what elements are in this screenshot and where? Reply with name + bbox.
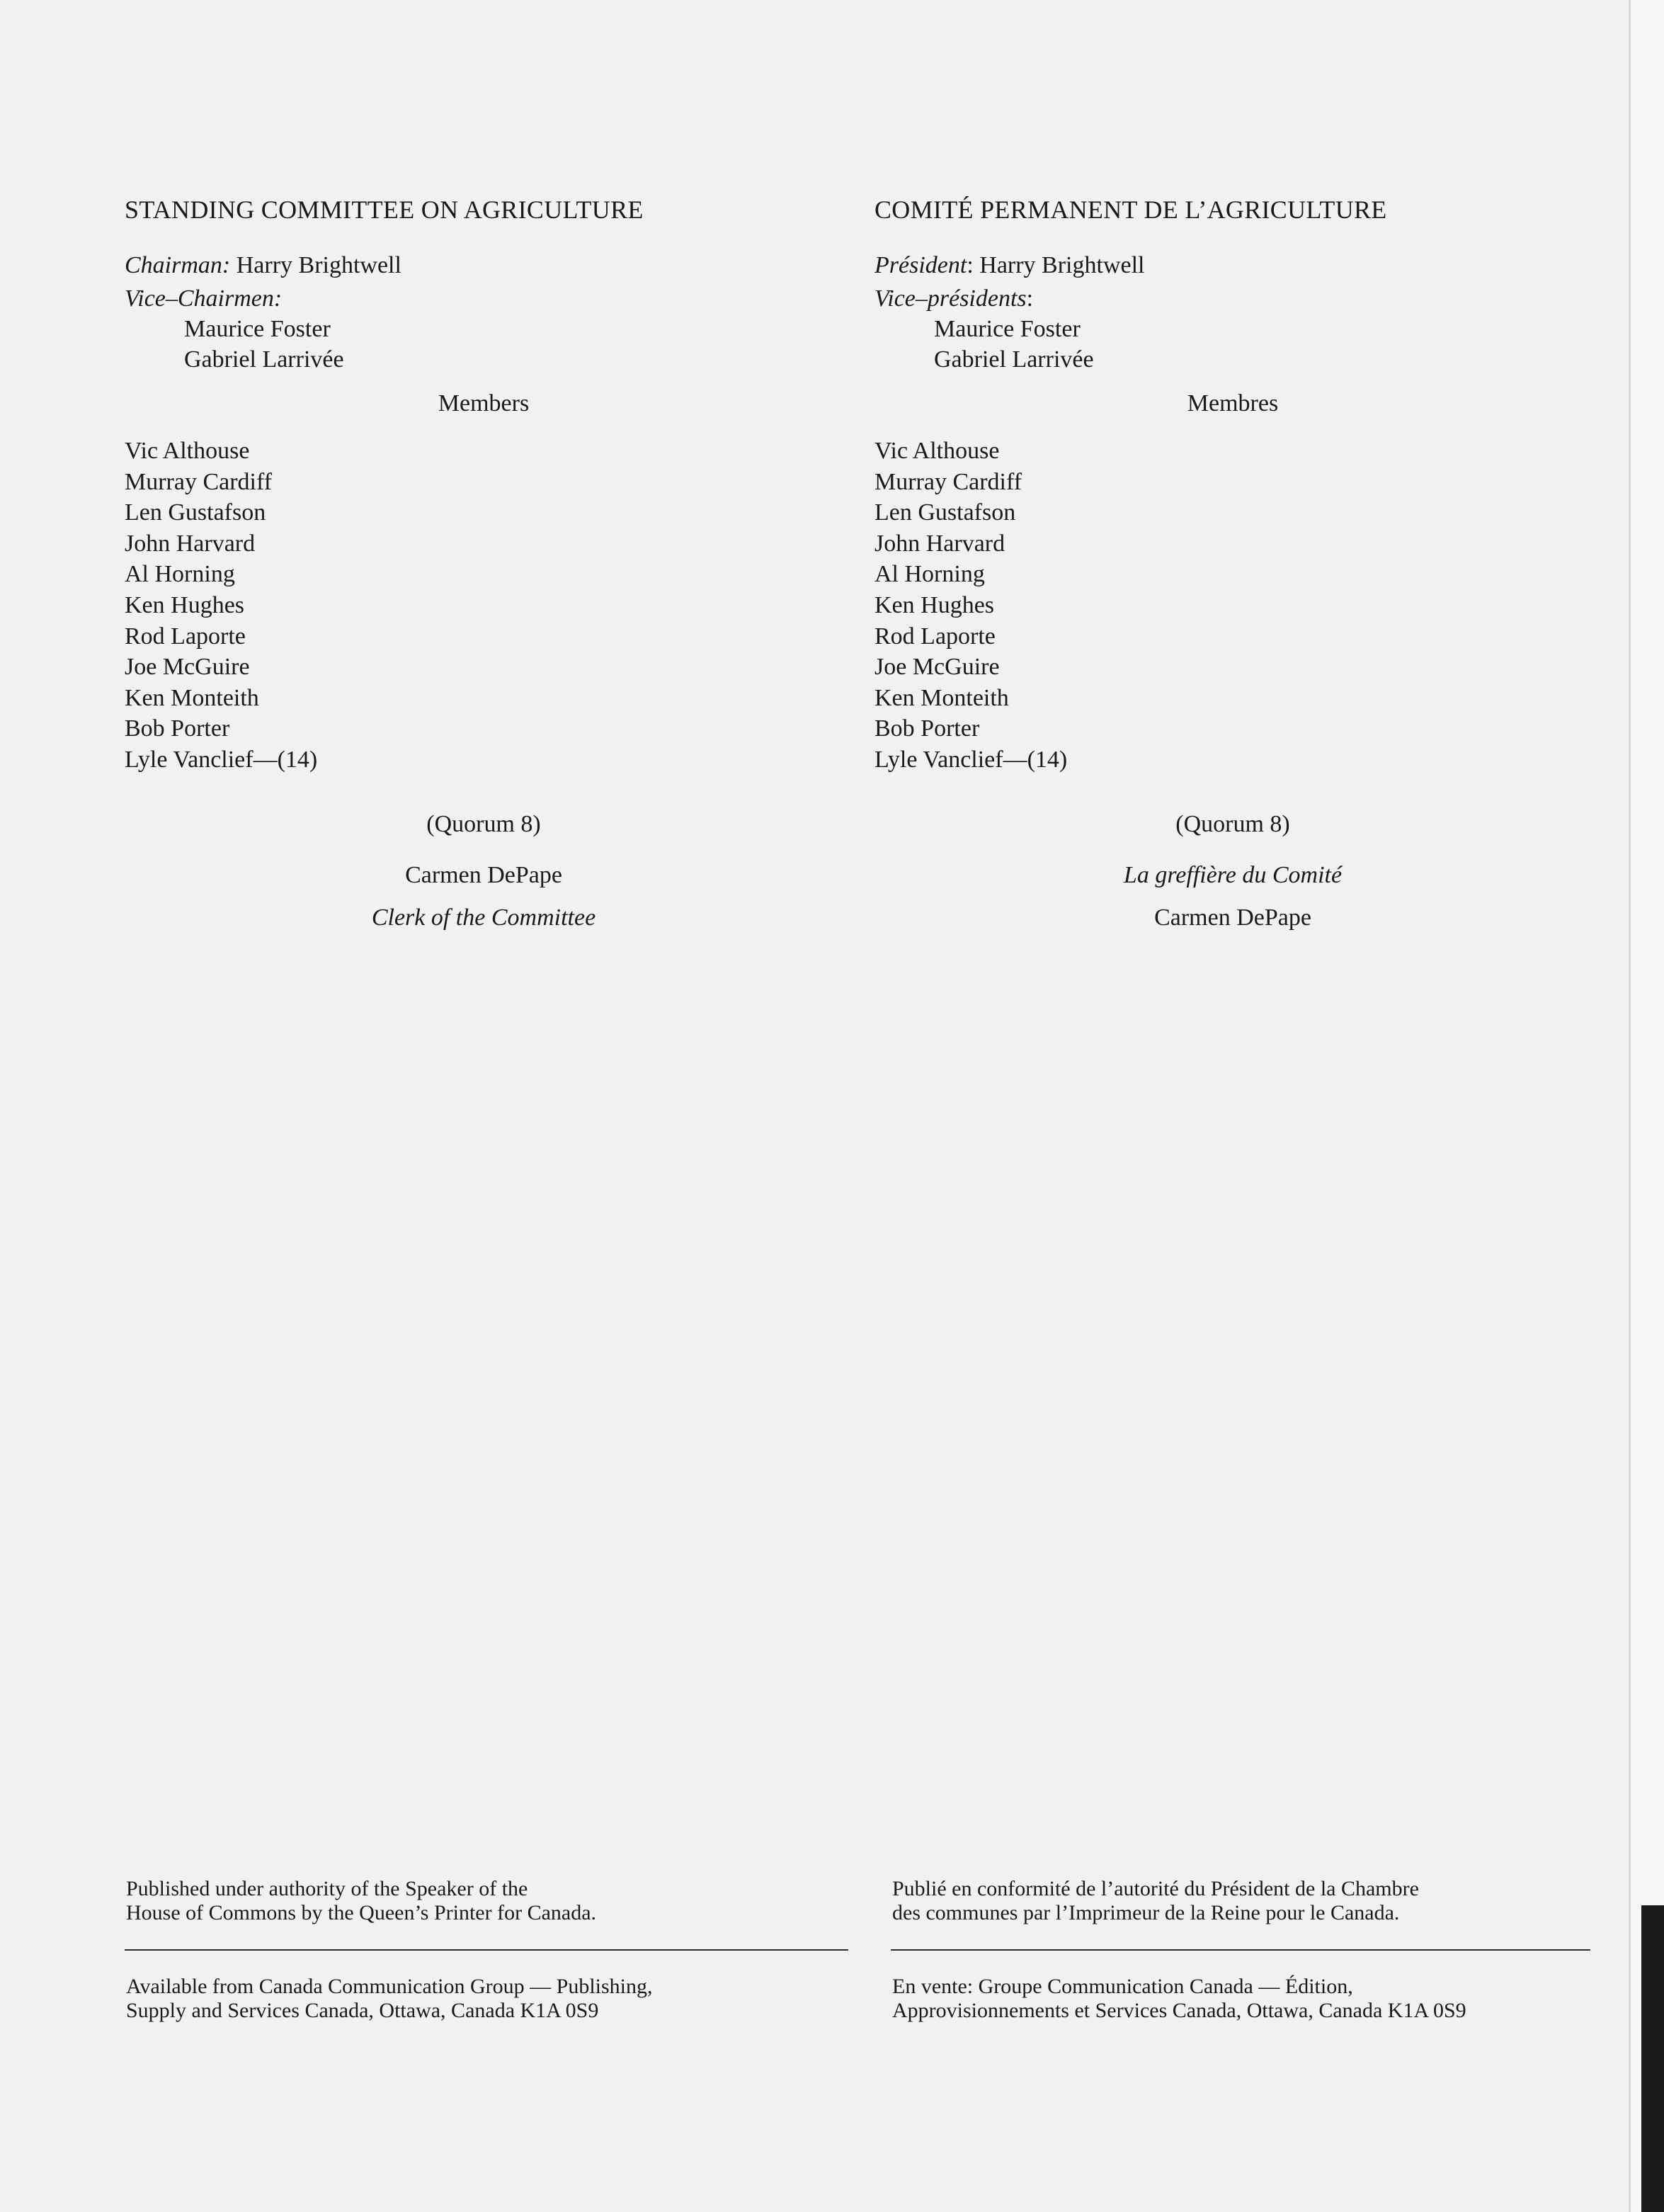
vice-chairman-1: Maurice Foster: [184, 316, 331, 342]
committee-title-en: STANDING COMMITTEE ON AGRICULTURE: [125, 195, 644, 224]
member-item: Lyle Vanclief—(14): [125, 746, 318, 773]
clerk-name-fr: Carmen DePape: [1154, 904, 1311, 931]
president-label: Président: [874, 252, 967, 278]
member-item: Lyle Vanclief—(14): [874, 746, 1068, 773]
member-item: Len Gustafson: [874, 499, 1016, 526]
published-line: House of Commons by the Queen’s Printer for Canada.: [126, 1901, 597, 1924]
member-item: Rod Laporte: [874, 623, 996, 650]
vice-president-2: Gabriel Larrivée: [934, 346, 1094, 373]
members-list-en: [125, 436, 854, 776]
vice-chairman-2: Gabriel Larrivée: [184, 346, 344, 373]
availability-line: En vente: Groupe Communication Canada — Édition,: [892, 1975, 1353, 1998]
footer-divider-fr: [891, 1949, 1590, 1951]
vice-presidents-line: [874, 283, 1590, 314]
vice-president-1: Maurice Foster: [934, 316, 1081, 342]
president-name: : Harry Brightwell: [967, 252, 1145, 278]
member-item: John Harvard: [125, 530, 256, 557]
published-line: des communes par l’Imprimeur de la Reine pour le Canada.: [892, 1901, 1400, 1924]
member-item: Bob Porter: [125, 715, 230, 742]
members-list-fr: [874, 436, 1590, 776]
member-item: Vic Althouse: [125, 438, 250, 464]
member-item: Murray Cardiff: [874, 468, 1022, 495]
member-item: Al Horning: [125, 561, 235, 588]
committee-title-fr: COMITÉ PERMANENT DE L’AGRICULTURE: [874, 195, 1387, 224]
member-item: Joe McGuire: [125, 654, 250, 681]
member-item: Joe McGuire: [874, 654, 1000, 681]
clerk-title-en: Clerk of the Committee: [371, 904, 596, 931]
clerk-name-en: Carmen DePape: [405, 861, 562, 888]
availability-line: Supply and Services Canada, Ottawa, Canada K1A 0S9: [126, 1999, 599, 2022]
members-heading-en: Members: [438, 390, 530, 416]
clerk-title-fr: La greffière du Comité: [1123, 861, 1343, 888]
member-item: Murray Cardiff: [125, 468, 273, 495]
english-column: [125, 195, 854, 931]
availability-notice-fr: [892, 1975, 1593, 2023]
member-item: Len Gustafson: [125, 499, 266, 526]
member-item: Ken Monteith: [874, 684, 1009, 711]
published-line: Published under authority of the Speaker of the: [126, 1877, 528, 1900]
member-item: Ken Hughes: [125, 591, 245, 618]
member-item: Al Horning: [874, 561, 985, 588]
published-line: Publié en conformité de l’autorité du Président de la Chambre: [892, 1877, 1419, 1900]
availability-line: Approvisionnements et Services Canada, Ottawa, Canada K1A 0S9: [892, 1999, 1466, 2022]
page-edge-shadow: [1641, 1905, 1664, 2212]
vice-presidents-colon: :: [1026, 285, 1034, 312]
vice-chairmen-label: Vice–Chairmen:: [125, 285, 283, 312]
member-item: John Harvard: [874, 530, 1005, 557]
vice-presidents-label: Vice–présidents: [874, 285, 1027, 312]
chairman-name: Harry Brightwell: [236, 252, 401, 278]
published-notice-en: [126, 1877, 848, 1925]
published-notice-fr: [892, 1877, 1593, 1925]
chairman-line-en: [125, 250, 854, 280]
footer-divider-en: [125, 1949, 848, 1951]
availability-line: Available from Canada Communication Group — Publishing,: [126, 1975, 653, 1998]
page-edge: [1629, 0, 1664, 2212]
member-item: Vic Althouse: [874, 438, 1000, 464]
quorum-en: (Quorum 8): [426, 810, 541, 837]
member-item: Rod Laporte: [125, 623, 246, 650]
member-item: Bob Porter: [874, 715, 980, 742]
members-heading-fr: Membres: [1187, 390, 1279, 416]
quorum-fr: (Quorum 8): [1175, 810, 1290, 837]
french-column: [874, 195, 1590, 931]
member-item: Ken Monteith: [125, 684, 259, 711]
member-item: Ken Hughes: [874, 591, 995, 618]
availability-notice-en: [126, 1975, 848, 2023]
president-line-fr: [874, 250, 1590, 280]
chairman-label: Chairman:: [125, 252, 231, 278]
